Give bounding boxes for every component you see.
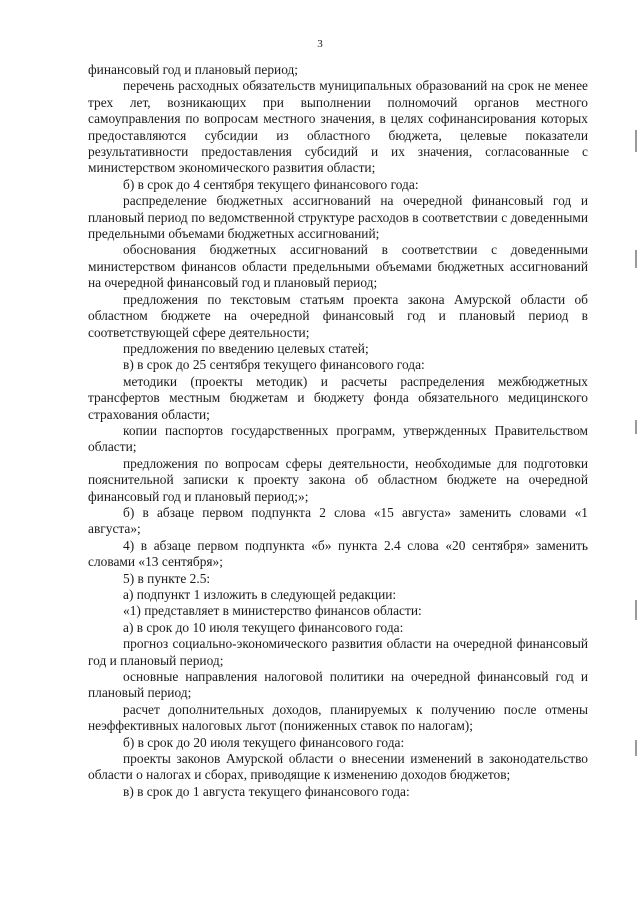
paragraph: б) в срок до 4 сентября текущего финансового года: — [123, 176, 419, 192]
paragraph: в) в срок до 1 августа текущего финансового года: — [123, 783, 410, 799]
paragraph: распределение бюджетных ассигнований на очередной финансовый год и плановый период по ведомственной структуре расходов в соответствии с доведенными предельными объемами бюджетных ассигнований; — [88, 193, 588, 242]
paragraph: а) подпункт 1 изложить в следующей редакции: — [123, 587, 397, 602]
paragraph: предложения по текстовым статьям проекта закона Амурской области об областном бюджете на очередной финансовый год и плановый период в соответствующей сфере деятельности; — [88, 291, 588, 340]
scan-edge-marks — [634, 130, 637, 780]
paragraph: предложения по вопросам сферы деятельности, необходимые для подготовки пояснительной записки к проекту закона об областном бюджете на очередной финансовый год и плановый период;»; — [88, 455, 588, 504]
paragraph: в) в срок до 25 сентября текущего финансового года: — [123, 357, 425, 373]
paragraph: обоснования бюджетных ассигнований в соответствии с доведенными министерством финансов области предельными объемами бюджетных ассигнований на очередной финансовый год и плановый период; — [88, 242, 588, 291]
paragraph: 5) в пункте 2.5: — [123, 570, 211, 586]
paragraph: прогноз социально-экономического развития области на очередной финансовый год и плановый период; — [88, 636, 588, 668]
paragraph: б) в абзаце первом подпункта 2 слова «15 августа» заменить словами «1 августа»; — [88, 504, 588, 537]
paragraph: б) в срок до 20 июля текущего финансового года: — [123, 734, 405, 750]
paragraph: проекты законов Амурской области о внесении изменений в законодательство области о налогах и сборах, приводящие к изменению доходов бюджетов; — [88, 751, 588, 783]
paragraph: финансовый год и плановый период; — [88, 62, 299, 77]
paragraph: методики (проекты методик) и расчеты распределения межбюджетных трансфертов местным бюджетам и бюджету фонда обязательного медицинского страхования области; — [88, 373, 588, 422]
paragraph: а) в срок до 10 июля текущего финансового года: — [123, 619, 404, 635]
paragraph: основные направления налоговой политики на очередной финансовый год и плановый период; — [88, 669, 588, 701]
paragraph: 4) в абзаце первом подпункта «б» пункта 2.4 слова «20 сентября» заменить словами «13 сентября»; — [88, 537, 588, 570]
paragraph: «1) представляет в министерство финансов области: — [123, 603, 422, 619]
paragraph: расчет дополнительных доходов, планируемых к получению после отмены неэффективных налоговых льгот (пониженных ставок по налогам); — [88, 701, 588, 734]
page-number: 3 — [317, 38, 323, 50]
paragraph: предложения по введению целевых статей; — [123, 340, 369, 356]
document-body — [88, 62, 588, 800]
paragraph: копии паспортов государственных программ, утвержденных Правительством области; — [88, 422, 588, 455]
paragraph: перечень расходных обязательств муниципальных образований на срок не менее трех лет, возникающих при выполнении полномочий органов местного самоуправления по вопросам местного значения, в целях софинансирования которых предоставляются субсидии из областного бюджета, целевые показатели результативности предоставления субсидий и их значения, согласованные с министерством экономического развития области; — [88, 78, 588, 176]
